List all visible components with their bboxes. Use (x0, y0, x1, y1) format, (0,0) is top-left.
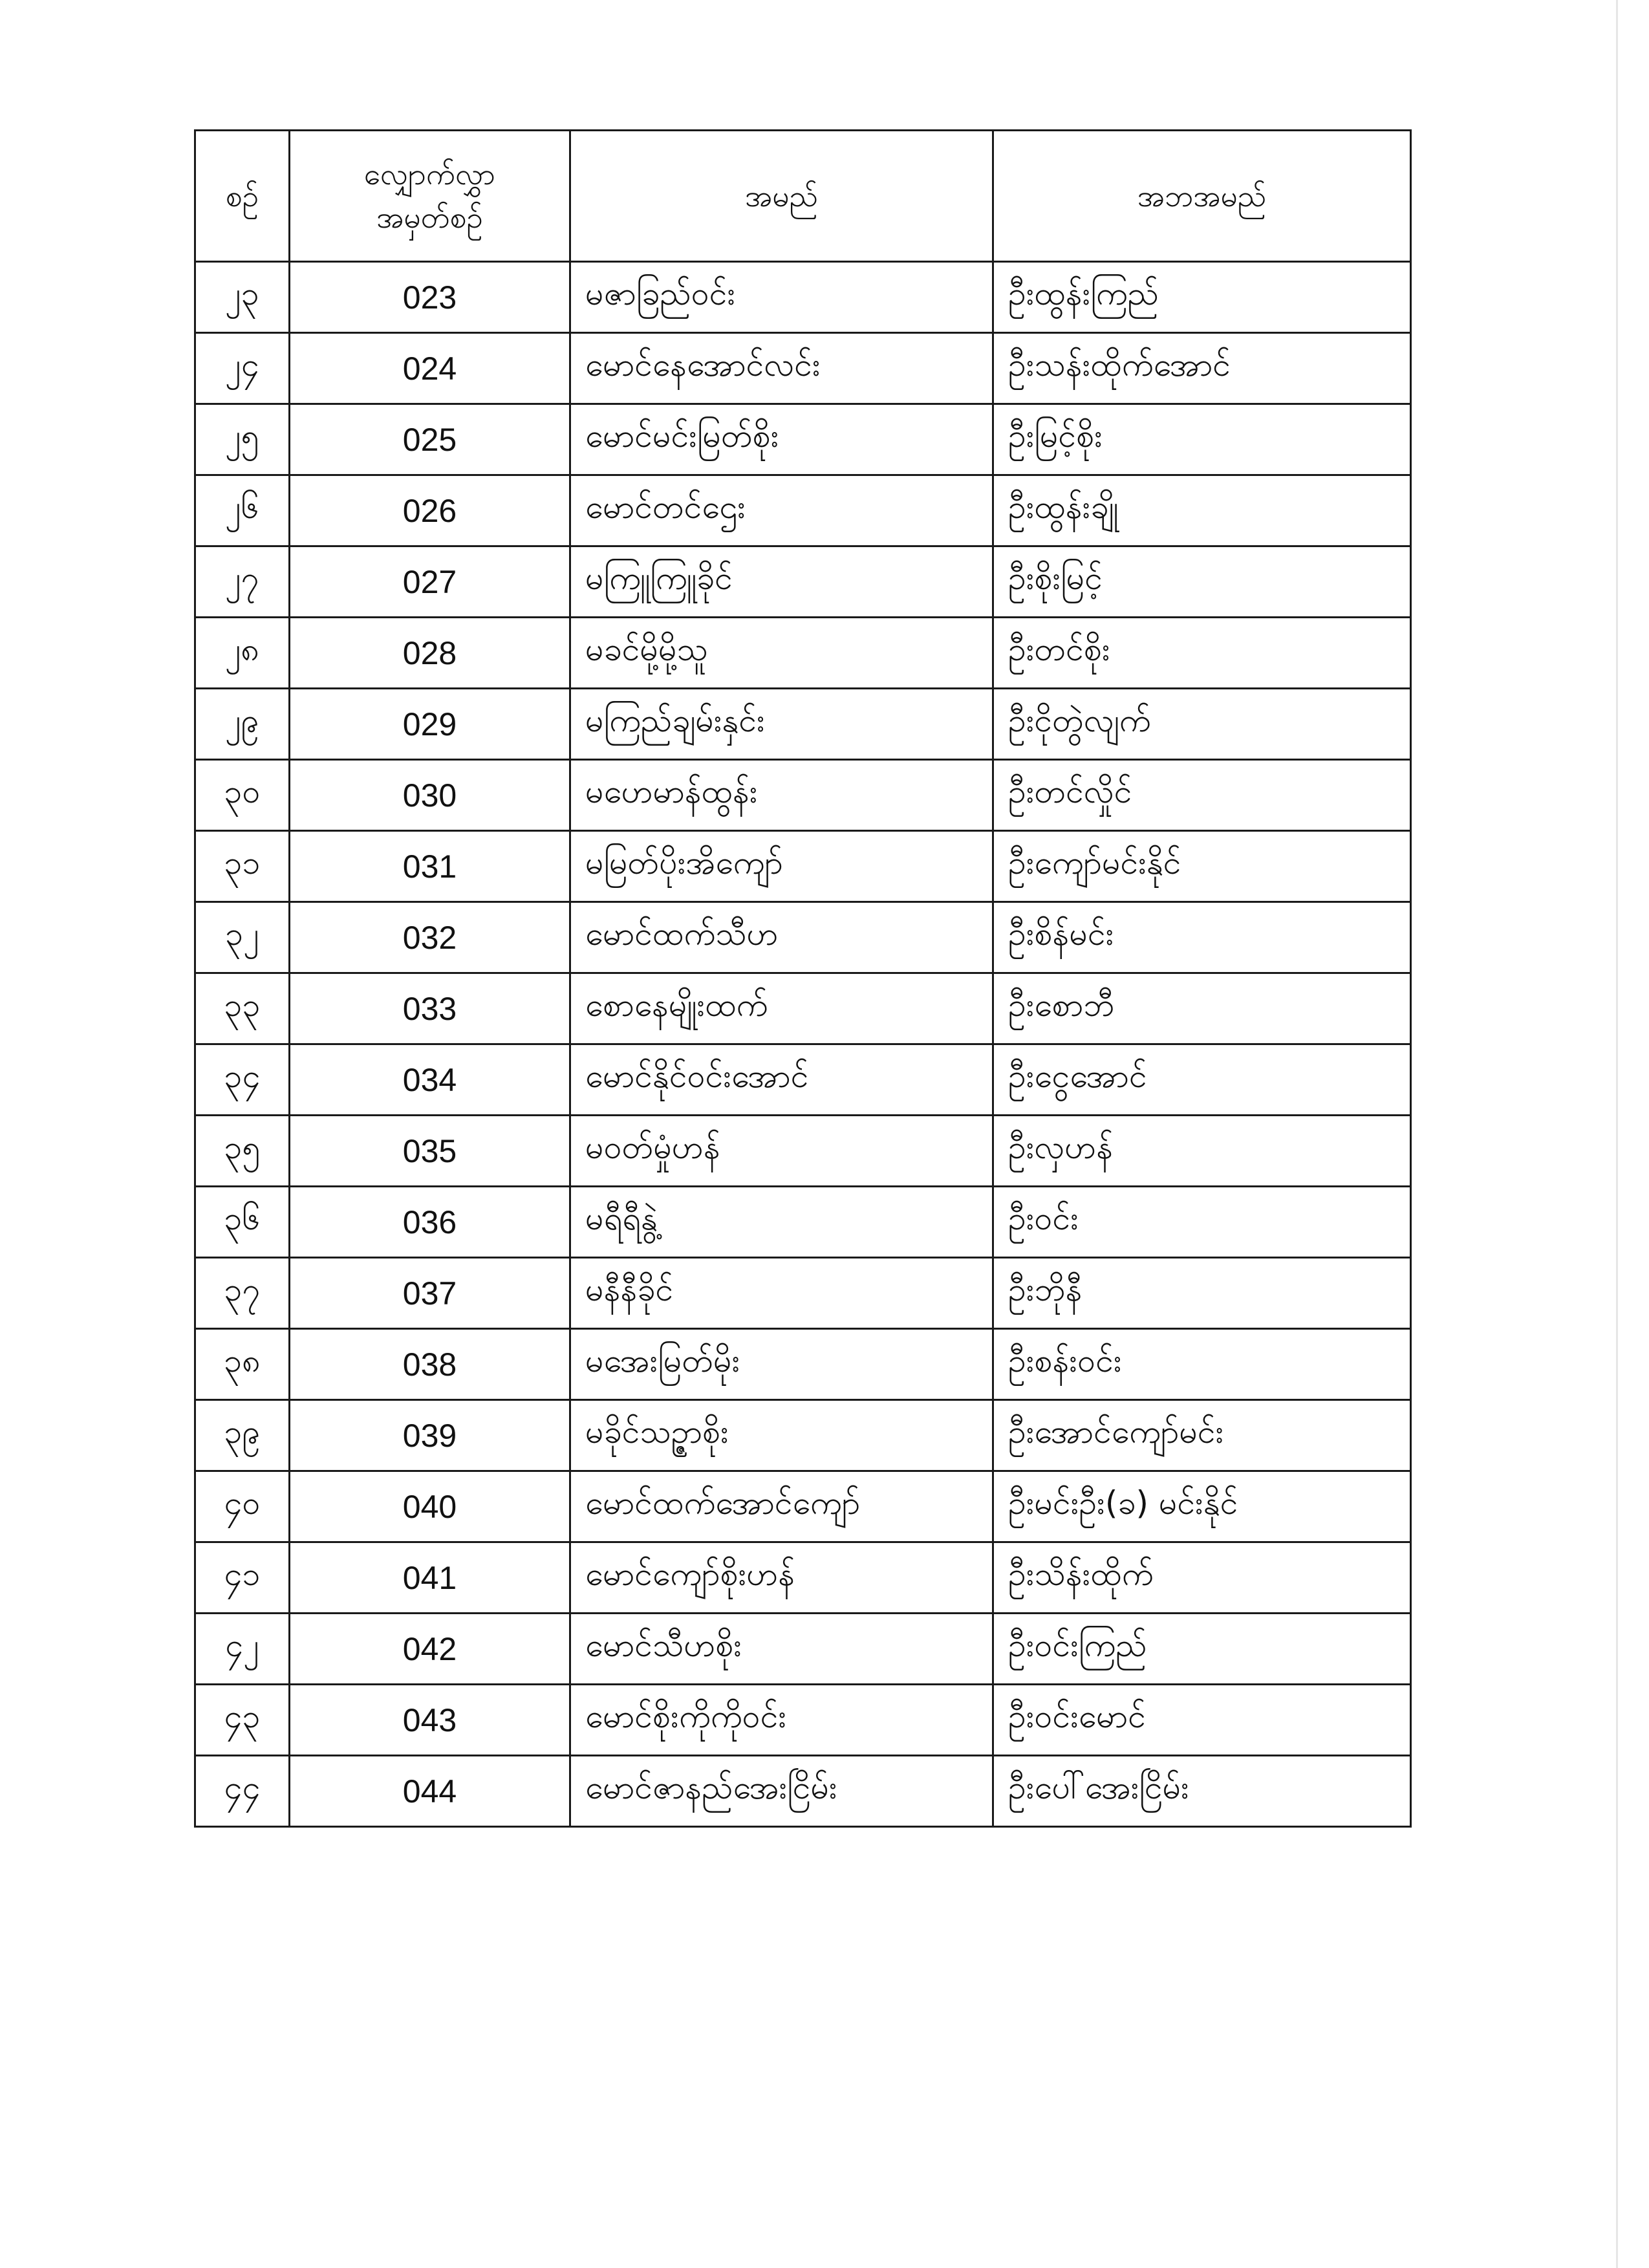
cell-serial: ၄၀ (195, 1471, 290, 1542)
cell-father-name: ဦးအောင်ကျော်မင်း (993, 1400, 1411, 1471)
cell-name: မောင်နေအောင်လင်း (570, 333, 993, 404)
cell-father-name: ဦးဝင်း (993, 1187, 1411, 1258)
cell-applicant-no: 025 (290, 404, 570, 475)
cell-applicant-no: 043 (290, 1685, 570, 1756)
cell-applicant-no: 034 (290, 1044, 570, 1116)
table-body (195, 262, 1411, 1827)
cell-applicant-no: 040 (290, 1471, 570, 1542)
table-row (195, 831, 1411, 902)
cell-applicant-no: 036 (290, 1187, 570, 1258)
cell-name: မခိုင်သဥ္ဇာစိုး (570, 1400, 993, 1471)
cell-serial: ၂၃ (195, 262, 290, 333)
table-row (195, 546, 1411, 618)
table-row (195, 689, 1411, 760)
table-row (195, 262, 1411, 333)
cell-name: မဇာခြည်ဝင်း (570, 262, 993, 333)
table-row (195, 1187, 1411, 1258)
cell-applicant-no: 030 (290, 760, 570, 831)
page-edge-shadow (1616, 0, 1618, 2268)
header-applicant-no (290, 131, 570, 262)
cell-name: မဟေမာန်ထွန်း (570, 760, 993, 831)
cell-applicant-no: 031 (290, 831, 570, 902)
table-row (195, 1756, 1411, 1827)
table-row (195, 1258, 1411, 1329)
cell-father-name: ဦးစိုးမြင့် (993, 546, 1411, 618)
cell-serial: ၄၂ (195, 1614, 290, 1685)
cell-father-name: ဦးငိုတွဲလျက် (993, 689, 1411, 760)
cell-name: မမြတ်ပိုးအိကျော် (570, 831, 993, 902)
cell-name: မောင်နိုင်ဝင်းအောင် (570, 1044, 993, 1116)
cell-father-name: ဦးစောဘီ (993, 973, 1411, 1044)
cell-applicant-no: 023 (290, 262, 570, 333)
cell-serial: ၃၁ (195, 831, 290, 902)
table-row (195, 973, 1411, 1044)
cell-serial: ၃၈ (195, 1329, 290, 1400)
cell-name: မောင်သီဟစိုး (570, 1614, 993, 1685)
cell-father-name: ဦးထွန်းချို (993, 475, 1411, 546)
cell-father-name: ဦးငွေအောင် (993, 1044, 1411, 1116)
table-row (195, 475, 1411, 546)
cell-serial: ၂၉ (195, 689, 290, 760)
cell-father-name: ဦးမြင့်စိုး (993, 404, 1411, 475)
cell-name: မောင်စိုးကိုကိုဝင်း (570, 1685, 993, 1756)
table-row (195, 1400, 1411, 1471)
header-name: အမည် (570, 131, 993, 262)
cell-serial: ၃၀ (195, 760, 290, 831)
cell-father-name: ဦးကျော်မင်းနိုင် (993, 831, 1411, 902)
cell-applicant-no: 042 (290, 1614, 570, 1685)
cell-father-name: ဦးစိန်မင်း (993, 902, 1411, 973)
table-row (195, 618, 1411, 689)
cell-serial: ၃၅ (195, 1116, 290, 1187)
cell-name: မခင်မို့မို့သူ (570, 618, 993, 689)
cell-applicant-no: 033 (290, 973, 570, 1044)
cell-name: စောနေမျိုးထက် (570, 973, 993, 1044)
cell-applicant-no: 026 (290, 475, 570, 546)
table-row (195, 404, 1411, 475)
cell-serial: ၄၄ (195, 1756, 290, 1827)
cell-applicant-no: 035 (290, 1116, 570, 1187)
table-row (195, 1542, 1411, 1614)
cell-father-name: ဦးထွန်းကြည် (993, 262, 1411, 333)
table-row (195, 1614, 1411, 1685)
table-row (195, 1116, 1411, 1187)
table-header-row (195, 131, 1411, 262)
cell-father-name: ဦးတင်စိုး (993, 618, 1411, 689)
cell-name: မောင်ထက်သီဟ (570, 902, 993, 973)
cell-father-name: ဦးမင်းဦး(ခ) မင်းနိုင် (993, 1471, 1411, 1542)
cell-serial: ၄၃ (195, 1685, 290, 1756)
cell-name: မအေးမြတ်မိုး (570, 1329, 993, 1400)
cell-serial: ၃၇ (195, 1258, 290, 1329)
cell-serial: ၃၆ (195, 1187, 290, 1258)
cell-applicant-no: 024 (290, 333, 570, 404)
cell-name: မကြည်ချမ်းနှင်း (570, 689, 993, 760)
cell-serial: ၄၁ (195, 1542, 290, 1614)
cell-serial: ၂၄ (195, 333, 290, 404)
cell-father-name: ဦးလှဟန် (993, 1116, 1411, 1187)
cell-serial: ၂၈ (195, 618, 290, 689)
cell-father-name: ဦးပေါ်အေးငြိမ်း (993, 1756, 1411, 1827)
header-serial: စဉ် (195, 131, 290, 262)
cell-serial: ၃၄ (195, 1044, 290, 1116)
table-row (195, 333, 1411, 404)
header-applicant-no-line2: အမှတ်စဉ် (376, 200, 483, 235)
table-row (195, 760, 1411, 831)
cell-applicant-no: 039 (290, 1400, 570, 1471)
header-father-name: အဘအမည် (993, 131, 1411, 262)
cell-applicant-no: 041 (290, 1542, 570, 1614)
table-row (195, 1329, 1411, 1400)
cell-name: မကြူကြူခိုင် (570, 546, 993, 618)
table-row (195, 902, 1411, 973)
cell-father-name: ဦးသိန်းထိုက် (993, 1542, 1411, 1614)
cell-applicant-no: 029 (290, 689, 570, 760)
cell-applicant-no: 037 (290, 1258, 570, 1329)
cell-name: မောင်ဇာနည်အေးငြိမ်း (570, 1756, 993, 1827)
cell-applicant-no: 044 (290, 1756, 570, 1827)
cell-father-name: ဦးတင်လှိုင် (993, 760, 1411, 831)
cell-applicant-no: 032 (290, 902, 570, 973)
cell-name: မောင်မင်းမြတ်စိုး (570, 404, 993, 475)
cell-name: မနီနီခိုင် (570, 1258, 993, 1329)
applicant-table (194, 129, 1412, 1828)
cell-serial: ၃၉ (195, 1400, 290, 1471)
header-applicant-no-line1: လျှောက်လွှာ (363, 157, 496, 192)
cell-name: မောင်တင်ဌေး (570, 475, 993, 546)
cell-father-name: ဦးဝင်းမောင် (993, 1685, 1411, 1756)
cell-applicant-no: 028 (290, 618, 570, 689)
cell-father-name: ဦးဘိုနီ (993, 1258, 1411, 1329)
cell-serial: ၂၇ (195, 546, 290, 618)
cell-name: မောင်ထက်အောင်ကျော် (570, 1471, 993, 1542)
cell-serial: ၂၅ (195, 404, 290, 475)
cell-serial: ၃၂ (195, 902, 290, 973)
cell-name: မောင်ကျော်စိုးဟန် (570, 1542, 993, 1614)
cell-name: မဝတ်မှုံဟန် (570, 1116, 993, 1187)
cell-father-name: ဦးစန်းဝင်း (993, 1329, 1411, 1400)
cell-father-name: ဦးဝင်းကြည် (993, 1614, 1411, 1685)
cell-serial: ၂၆ (195, 475, 290, 546)
cell-serial: ၃၃ (195, 973, 290, 1044)
cell-father-name: ဦးသန်းထိုက်အောင် (993, 333, 1411, 404)
table-row (195, 1044, 1411, 1116)
table-row (195, 1471, 1411, 1542)
cell-applicant-no: 027 (290, 546, 570, 618)
cell-name: မရီရီနွဲ့ (570, 1187, 993, 1258)
table-row (195, 1685, 1411, 1756)
cell-applicant-no: 038 (290, 1329, 570, 1400)
